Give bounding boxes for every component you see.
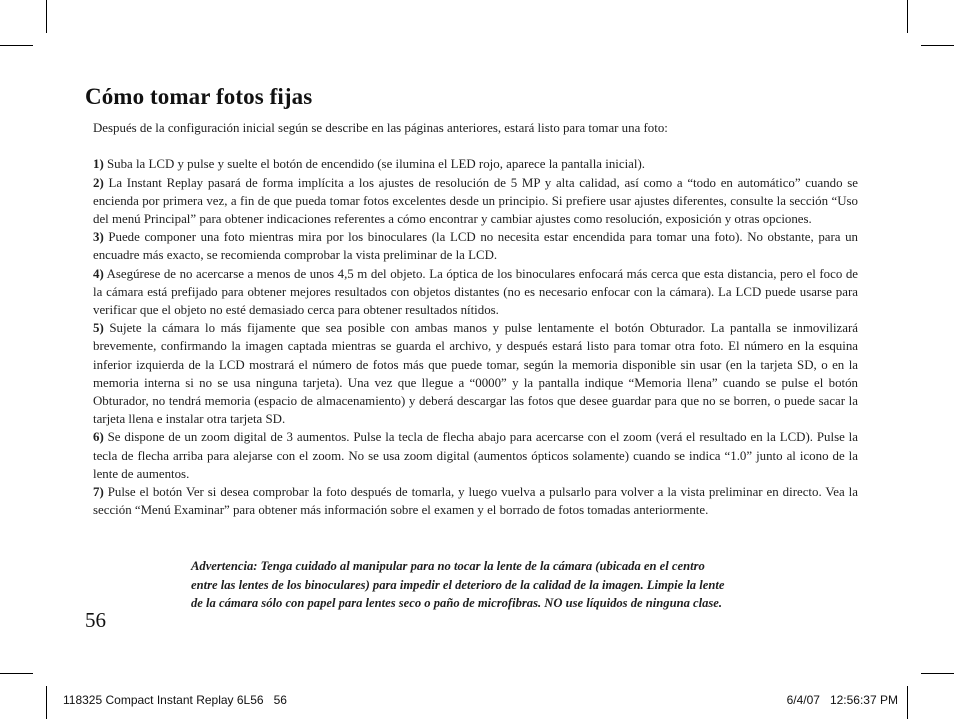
step-2 <box>93 174 858 229</box>
warning-line: Advertencia: Tenga cuidado al manipular para no tocar la lente de la cámara (ubicada en el centro <box>191 559 705 573</box>
intro-paragraph: Después de la configuración inicial según se describe en las páginas anteriores, estará listo para tomar una foto: <box>93 121 668 135</box>
step-3 <box>93 228 858 264</box>
step-7 <box>93 483 858 519</box>
step-6 <box>93 428 858 483</box>
step-text: Suba la LCD y pulse y suelte el botón de encendido (se ilumina el LED rojo, aparece la pantalla inicial). <box>103 157 645 172</box>
step-text: Sujete la cámara lo más fijamente que sea posible con ambas manos y pulse lentamente el botón Obturador. La pantalla se inmovilizará brevemente, confirmando la imagen captada mientras se guarda el archivo, y después estará listo para tomar otra foto. El número en la esquina inferior izquierda de la LCD mostrará el número de fotos más que puede tomar, según la memoria disponible sin usar (en la tarjeta SD, o en la memoria interna si no se usa ninguna tarjeta). Una vez que llegue a “0000” y la pantalla indique “Memoria llena” cuando se pulse el botón Obturador, no tendrá memoria (espacio de almacenamiento) y deberá descargar las fotos que desee guardar para que no se borren, o puede sacar la tarjeta llena e instalar otra tarjeta SD. <box>93 321 858 427</box>
step-text: Pulse el botón Ver si desea comprobar la foto después de tomarla, y luego vuelva a pulsarlo para volver a la vista preliminar en directo. Vea la sección “Menú Examinar” para obtener más información sobre el examen y el borrado de fotos tomadas anteriormente. <box>93 485 858 518</box>
page-heading: Cómo tomar fotos fijas <box>85 84 313 109</box>
crop-mark-bottom-right-vertical <box>907 686 908 719</box>
crop-mark-bottom-left-vertical <box>46 686 47 719</box>
step-number: 1) <box>93 157 104 172</box>
step-number: 5) <box>93 321 104 336</box>
page-number: 56 <box>85 608 106 632</box>
crop-mark-bottom-right-horizontal <box>921 673 954 674</box>
instructions-body <box>93 119 858 519</box>
crop-mark-top-right-horizontal <box>921 45 954 46</box>
warning-note <box>191 557 831 613</box>
step-1 <box>93 155 858 173</box>
step-5 <box>93 319 858 428</box>
step-4 <box>93 265 858 320</box>
step-number: 3) <box>93 230 104 245</box>
step-text: Asegúrese de no acercarse a menos de unos 4,5 m del objeto. La óptica de los binoculares enfocará más cerca que esta distancia, pero el foco de la cámara está prefijado para obtener mejores resultados con objetos distantes (no es necesario enfocar con la cámara). La LCD puede usarse para verificar que el objeto no esté demasiado cerca para obtener resultados nítidos. <box>93 266 858 318</box>
crop-mark-bottom-left-horizontal <box>0 673 33 674</box>
warning-line: de la cámara sólo con papel para lentes seco o paño de microfibras. NO use líquidos de ninguna clase. <box>191 596 723 610</box>
step-number: 6) <box>93 430 104 445</box>
step-text: Puede componer una foto mientras mira por los binoculares (la LCD no necesita estar encendida para tomar una foto). No obstante, para un encuadre más exacto, se recomienda comprobar la vista preliminar de la LCD. <box>93 230 858 263</box>
step-number: 2) <box>93 175 104 190</box>
step-text: Se dispone de un zoom digital de 3 aumentos. Pulse la tecla de flecha abajo para acercarse con el zoom (verá el resultado en la LCD). Pulse la tecla de flecha arriba para alejarse con el zoom. No se usa zoom digital (aumentos ópticos solamente) cuando se indica “1.0” junto al icono de la lente de aumentos. <box>93 430 858 481</box>
print-slug-timestamp: 6/4/07 12:56:37 PM <box>786 693 898 707</box>
step-text: La Instant Replay pasará de forma implícita a los ajustes de resolución de 5 MP y alta calidad, así como a “todo en automático” cuando se encienda por primera vez, a fin de que pueda tomar fotos excelentes desde un principio. Si prefiere usar ajustes diferentes, consulte la sección “Uso del menú Principal” para obtener indicaciones referentes a cómo encontrar y cambiar ajustes como resolución, exposición y otras opciones. <box>93 175 858 226</box>
crop-mark-top-right-vertical <box>907 0 908 33</box>
crop-mark-top-left-vertical <box>46 0 47 33</box>
crop-mark-top-left-horizontal <box>0 45 33 46</box>
step-number: 7) <box>93 485 104 500</box>
step-number: 4) <box>93 266 104 281</box>
print-slug-filename: 118325 Compact Instant Replay 6L56 56 <box>63 693 287 707</box>
warning-line: entre las lentes de los binoculares) para impedir el deterioro de la calidad de la imagen. Limpie la lente <box>191 577 725 592</box>
